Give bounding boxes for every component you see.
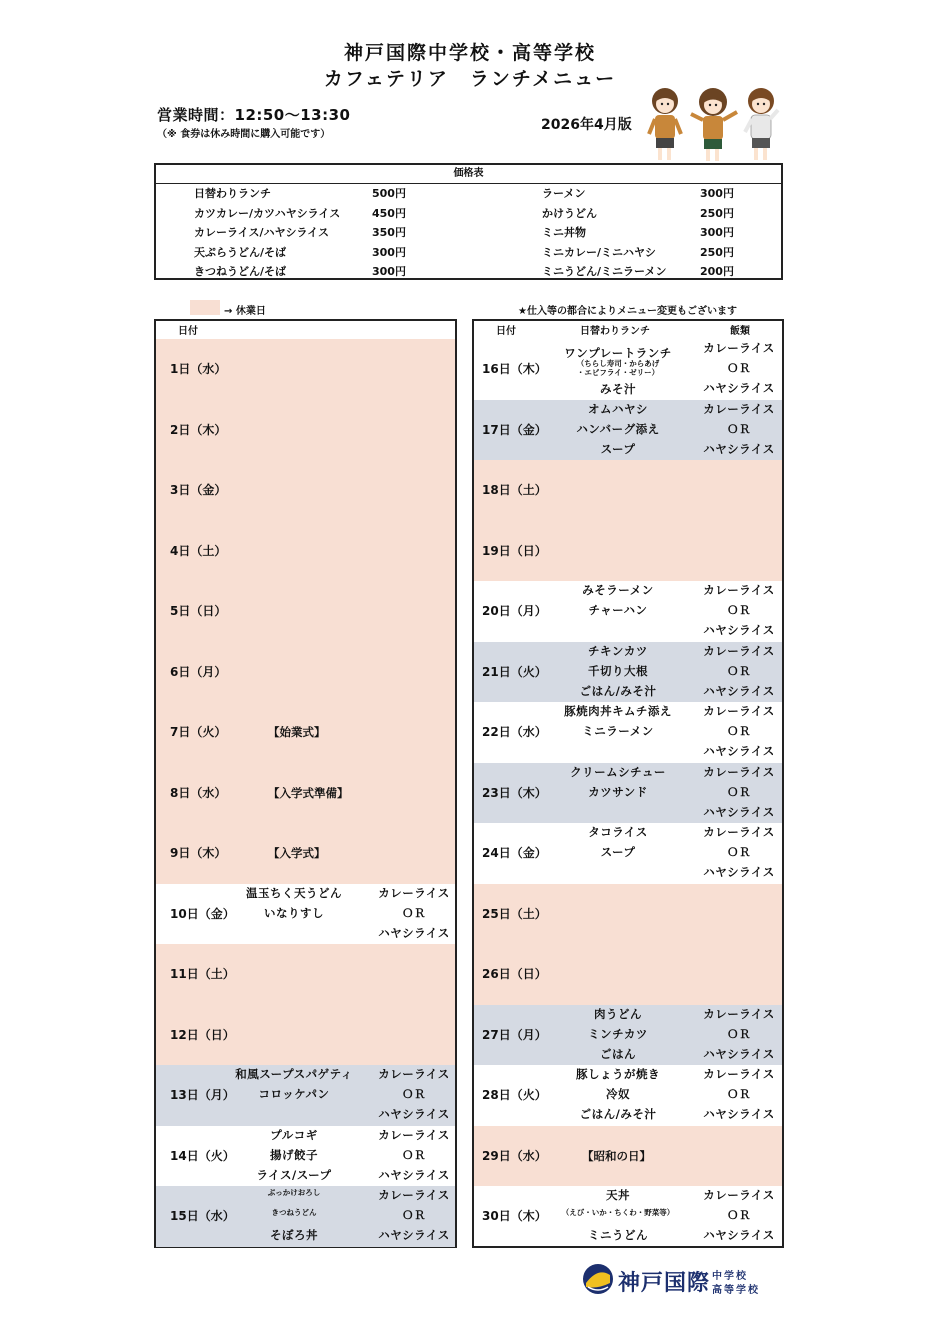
lunch-menu-line: クリームシチュー xyxy=(570,764,666,779)
rice-option-line: ＯＲ xyxy=(727,361,751,375)
lunch-menu-line: ミニラーメン xyxy=(582,724,654,738)
lunch-menu-line: みそラーメン xyxy=(582,583,654,597)
rice-option-line: ハヤシライス xyxy=(703,683,775,698)
day-date: 12日（日） xyxy=(170,1027,235,1042)
rice-option-line: カレーライス xyxy=(703,401,775,416)
lunch-menu-line: スープ xyxy=(600,441,636,456)
day-row xyxy=(156,702,455,763)
day-row xyxy=(474,521,782,582)
day-date: 4日（土） xyxy=(170,543,227,558)
day-row xyxy=(156,884,455,945)
day-row xyxy=(156,521,455,582)
day-date: 26日（日） xyxy=(482,967,547,981)
lunch-menu-line: 豚しょうが焼き xyxy=(576,1067,660,1081)
rice-option-line: カレーライス xyxy=(703,1188,775,1202)
day-date: 21日（火） xyxy=(482,664,547,679)
lunch-menu-line: タコライス xyxy=(588,825,648,839)
day-date: 30日（木） xyxy=(482,1209,547,1223)
lunch-menu-line: 温玉ちく天うどん xyxy=(246,885,342,900)
day-row xyxy=(474,1065,782,1126)
rice-option-line: ＯＲ xyxy=(727,845,751,859)
logo-sub-high: 高等学校 xyxy=(712,1285,760,1296)
lunch-menu-line: 冷奴 xyxy=(606,1087,630,1101)
price-item-name: カレーライス/ハヤシライス xyxy=(194,226,330,239)
price-item-price: 300円 xyxy=(700,226,734,239)
price-item-price: 250円 xyxy=(700,206,734,220)
day-row xyxy=(474,944,782,1005)
rice-option-line: カレーライス xyxy=(703,1006,775,1021)
lunch-menu-line: 天丼 xyxy=(606,1188,630,1202)
lunch-menu-line: オムハヤシ xyxy=(588,401,648,416)
rice-option-line: ハヤシライス xyxy=(703,865,775,879)
lunch-menu-line: ミニうどん xyxy=(588,1228,648,1242)
price-table xyxy=(154,163,783,280)
price-item-name: ラーメン xyxy=(542,187,586,200)
day-row xyxy=(474,581,782,642)
day-date: 11日（土） xyxy=(170,967,235,981)
rice-option-line: ハヤシライス xyxy=(378,1107,450,1121)
rice-option-line: ハヤシライス xyxy=(703,1046,775,1061)
calendar-left-panel xyxy=(154,319,457,1248)
day-date: 28日（火） xyxy=(482,1088,547,1102)
day-date: 3日（金） xyxy=(170,483,227,497)
lunch-menu-line: チキンカツ xyxy=(588,643,648,658)
rice-option-line: ハヤシライス xyxy=(703,1107,775,1121)
lunch-column-header: 日替わりランチ xyxy=(580,326,650,337)
rice-option-line: カレーライス xyxy=(378,1127,450,1142)
rice-option-line: ＯＲ xyxy=(727,1087,751,1101)
day-date: 18日（土） xyxy=(482,483,547,497)
school-logo xyxy=(582,1263,762,1299)
rice-option-line: ハヤシライス xyxy=(378,1167,450,1182)
day-date: 19日（日） xyxy=(482,543,547,558)
rice-option-line: ＯＲ xyxy=(727,663,751,678)
day-row xyxy=(156,944,455,1005)
edition-label: 2026年4月版 xyxy=(541,117,632,133)
lunch-menu-line: カツサンド xyxy=(588,784,648,799)
rice-option-line: ハヤシライス xyxy=(703,744,775,758)
lunch-menu-line: コロッケパン xyxy=(258,1087,330,1101)
day-row xyxy=(156,1126,455,1187)
ticket-note: （※ 食券は休み時間に購入可能です） xyxy=(157,129,331,140)
date-column-header: 日付 xyxy=(496,326,516,337)
day-row xyxy=(474,1186,782,1247)
day-date: 5日（日） xyxy=(170,604,227,618)
event-label: 【入学式準備】 xyxy=(268,785,349,800)
day-date: 14日（火） xyxy=(170,1148,235,1163)
menu-change-note: ★仕入等の都合によりメニュー変更もございます xyxy=(518,306,737,317)
day-date: 8日（水） xyxy=(170,785,227,800)
day-row xyxy=(474,823,782,884)
lunch-menu-line: いなりすし xyxy=(264,905,324,920)
day-row xyxy=(156,1005,455,1066)
day-row xyxy=(474,339,782,400)
lunch-menu-line: ミンチカツ xyxy=(588,1026,648,1041)
day-date: 1日（水） xyxy=(170,362,227,376)
day-row xyxy=(474,460,782,521)
day-row xyxy=(474,1005,782,1066)
price-item-price: 250円 xyxy=(700,245,734,259)
logo-name: 神戸国際 xyxy=(618,1270,711,1296)
lunch-menu-line: ごはん/みそ汁 xyxy=(579,683,657,698)
rice-option-line: ＯＲ xyxy=(727,1026,751,1041)
price-item-name: カツカレー/カツハヤシライス xyxy=(194,206,341,220)
day-date: 29日（水） xyxy=(482,1148,547,1163)
rice-option-line: カレーライス xyxy=(703,764,775,779)
rice-option-line: ＯＲ xyxy=(727,421,751,436)
rice-option-line: ＯＲ xyxy=(727,603,751,617)
lunch-menu-line: 千切り大根 xyxy=(588,663,648,678)
day-date: 23日（木） xyxy=(482,785,547,800)
day-date: 27日（月） xyxy=(482,1027,547,1042)
lunch-menu-line: 和風スープスパゲティ xyxy=(235,1067,353,1081)
date-column-header: 日付 xyxy=(178,326,198,337)
price-item-price: 500円 xyxy=(372,187,406,200)
lunch-menu-line: プルコギ xyxy=(270,1127,318,1142)
price-item-name: ミニ丼物 xyxy=(542,226,586,239)
day-row xyxy=(474,884,782,945)
lunch-menu-line: ライス/スープ xyxy=(256,1167,332,1182)
lunch-menu-line: ぶっかけおろし xyxy=(267,1188,321,1197)
page-title: カフェテリア ランチメニュー xyxy=(323,68,617,90)
rice-option-line: ハヤシライス xyxy=(703,804,775,819)
day-date: 20日（月） xyxy=(482,604,547,618)
rice-option-line: カレーライス xyxy=(703,643,775,658)
day-date: 6日（月） xyxy=(170,664,227,679)
rice-option-line: カレーライス xyxy=(703,704,775,718)
lunch-menu-line: （ちらし寿司・からあげ xyxy=(576,359,660,368)
logo-sub-middle: 中学校 xyxy=(712,1271,748,1282)
school-name: 神戸国際中学校・高等学校 xyxy=(343,42,596,64)
rice-option-line: ハヤシライス xyxy=(703,623,775,637)
rice-option-line: ＯＲ xyxy=(402,1147,426,1162)
rice-column-header: 飯類 xyxy=(730,326,750,337)
price-item-price: 300円 xyxy=(372,245,406,259)
day-row xyxy=(156,1065,455,1126)
rice-option-line: ハヤシライス xyxy=(703,1228,775,1242)
rice-option-line: ＯＲ xyxy=(402,1087,426,1101)
day-row xyxy=(156,581,455,642)
rice-option-line: カレーライス xyxy=(378,885,450,900)
event-label: 【始業式】 xyxy=(268,725,326,739)
price-table-title: 価格表 xyxy=(156,165,781,184)
day-row xyxy=(474,642,782,703)
day-row xyxy=(156,642,455,703)
rice-option-line: カレーライス xyxy=(378,1067,450,1081)
day-row xyxy=(156,400,455,461)
rice-option-line: ハヤシライス xyxy=(703,381,775,395)
day-date: 16日（木） xyxy=(482,362,547,376)
day-date: 13日（月） xyxy=(170,1088,235,1102)
price-item-name: きつねうどん/そば xyxy=(194,265,287,278)
lunch-menu-line: みそ汁 xyxy=(600,382,636,396)
students-illustration-icon xyxy=(645,84,785,164)
price-item-name: 天ぷらうどん/そば xyxy=(194,245,287,259)
rice-option-line: ハヤシライス xyxy=(378,925,450,940)
lunch-menu-line: 揚げ餃子 xyxy=(270,1147,318,1162)
day-date: 7日（火） xyxy=(170,725,227,739)
day-date: 24日（金） xyxy=(482,846,547,860)
price-item-price: 350円 xyxy=(372,226,406,239)
rice-option-line: カレーライス xyxy=(378,1188,450,1202)
lunch-menu-line: ・エビフライ・ゼリー） xyxy=(576,368,660,377)
rice-option-line: カレーライス xyxy=(703,825,775,839)
day-date: 9日（木） xyxy=(170,846,227,860)
event-label: 【昭和の日】 xyxy=(582,1148,651,1163)
price-item-price: 300円 xyxy=(372,265,406,278)
lunch-menu-line: スープ xyxy=(600,845,636,859)
event-label: 【入学式】 xyxy=(268,846,326,860)
rice-option-line: カレーライス xyxy=(703,583,775,597)
day-row xyxy=(474,400,782,461)
day-date: 15日（水） xyxy=(170,1209,235,1223)
lunch-menu-line: そぼろ丼 xyxy=(270,1228,318,1242)
day-row xyxy=(156,460,455,521)
rice-option-line: カレーライス xyxy=(703,1067,775,1081)
lunch-menu-line: きつねうどん xyxy=(271,1208,317,1217)
holiday-legend-swatch xyxy=(190,300,220,315)
day-date: 10日（金） xyxy=(170,906,235,921)
day-row xyxy=(156,1186,455,1247)
day-date: 2日（木） xyxy=(170,422,227,437)
business-hours: 営業時間：12:50～13:30 xyxy=(157,106,351,124)
rice-option-line: ハヤシライス xyxy=(703,441,775,456)
lunch-menu-line: ハンバーグ添え xyxy=(576,421,660,436)
price-item-price: 450円 xyxy=(372,206,406,220)
rice-option-line: ＯＲ xyxy=(727,1208,751,1222)
day-row xyxy=(474,1126,782,1187)
rice-option-line: ＯＲ xyxy=(727,724,751,738)
lunch-menu-line: ごはん xyxy=(600,1046,636,1061)
rice-option-line: ＯＲ xyxy=(402,905,426,920)
price-item-name: かけうどん xyxy=(542,206,597,220)
day-row xyxy=(156,763,455,824)
day-row xyxy=(474,702,782,763)
calendar-right-panel xyxy=(472,319,784,1248)
lunch-menu-line: ごはん/みそ汁 xyxy=(579,1107,657,1121)
price-item-name: 日替わりランチ xyxy=(194,187,271,200)
day-row xyxy=(474,763,782,824)
day-date: 17日（金） xyxy=(482,422,547,437)
day-date: 22日（水） xyxy=(482,725,547,739)
day-date: 25日（土） xyxy=(482,906,547,921)
rice-option-line: ハヤシライス xyxy=(378,1228,450,1242)
price-item-name: ミニカレー/ミニハヤシ xyxy=(542,245,656,259)
price-item-name: ミニうどん/ミニラーメン xyxy=(542,265,667,278)
lunch-menu-line: チャーハン xyxy=(588,603,648,617)
price-item-price: 200円 xyxy=(700,265,734,278)
day-row xyxy=(156,339,455,400)
lunch-menu-line: 豚焼肉丼キムチ添え xyxy=(564,704,672,718)
rice-option-line: ＯＲ xyxy=(727,784,751,799)
school-emblem-icon xyxy=(582,1263,614,1295)
holiday-legend-label: → 休業日 xyxy=(224,306,266,317)
lunch-menu-line: （えび・いか・ちくわ・野菜等） xyxy=(561,1208,675,1217)
rice-option-line: ＯＲ xyxy=(402,1208,426,1222)
day-row xyxy=(156,823,455,884)
price-item-price: 300円 xyxy=(700,187,734,200)
lunch-menu-line: 肉うどん xyxy=(594,1006,642,1021)
rice-option-line: カレーライス xyxy=(703,341,775,355)
lunch-menu-line: ワンプレートランチ xyxy=(564,346,672,360)
